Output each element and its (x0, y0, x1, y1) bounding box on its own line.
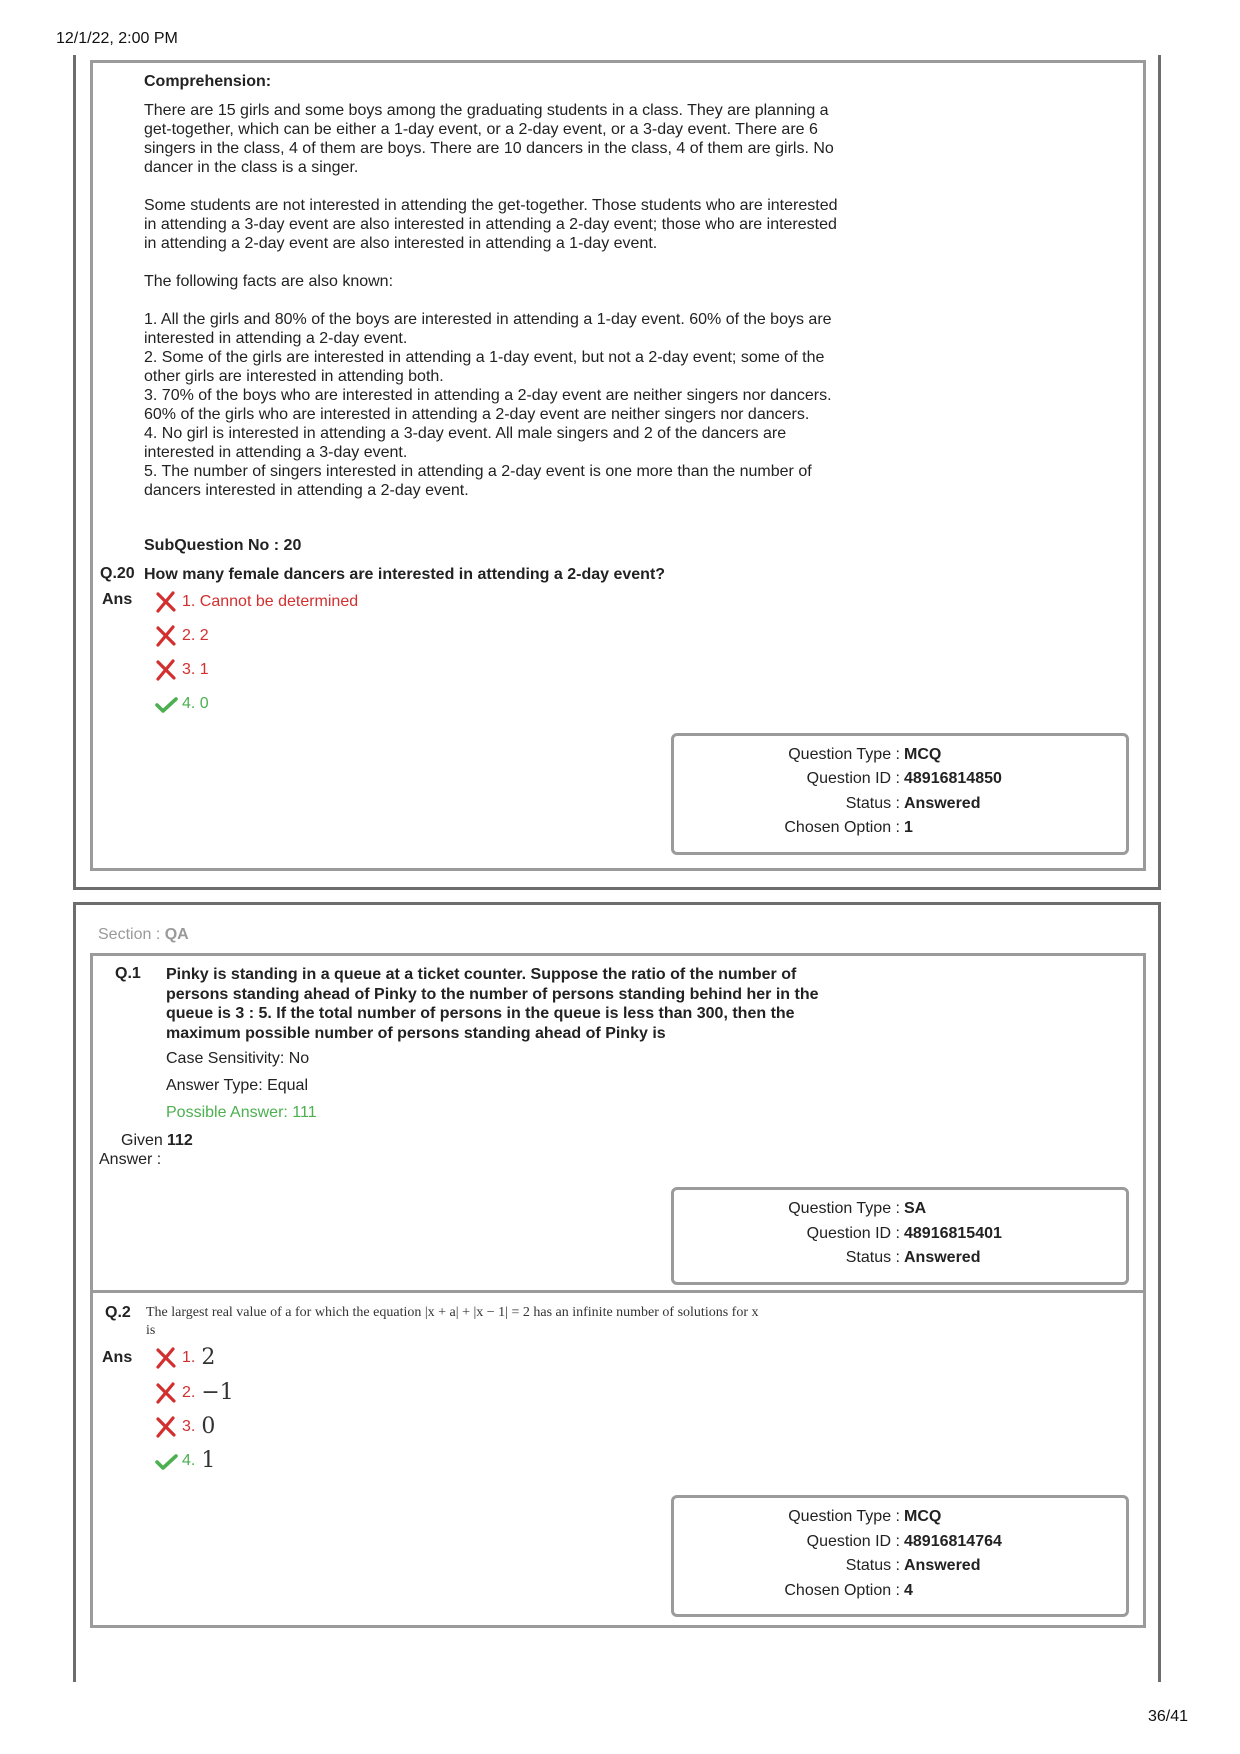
chosen-option-value: 4 (904, 1582, 913, 1599)
status-label: Status : (845, 1249, 900, 1266)
question-type-value: SA (904, 1200, 927, 1217)
question-number: Q.2 (105, 1304, 131, 1321)
answer-type: Answer Type: Equal (166, 1077, 309, 1094)
print-datetime: 12/1/22, 2:00 PM (56, 30, 178, 47)
given-answer-value: 112 (167, 1132, 193, 1149)
option-2 (154, 624, 209, 648)
question-type-label: Question Type : (788, 746, 900, 763)
comprehension-outer-frame-right (1158, 55, 1161, 890)
status-value: Answered (904, 795, 981, 812)
subquestion-number: SubQuestion No : 20 (144, 537, 302, 554)
question-id-value: 48916814764 (904, 1533, 1002, 1550)
comprehension-para-2: Some students are not interested in attending the get-together. Those students who are interested in attending a 3-day event are also interested in attending a 2-day event; those who are interested in attending a 2-day event are also interested in attending a 1-day event. (144, 197, 838, 252)
cross-icon (154, 1346, 178, 1370)
given-answer-label-1: Given (121, 1132, 163, 1149)
chosen-option-label: Chosen Option : (784, 1582, 900, 1599)
question-info-box (671, 1495, 1129, 1617)
cross-icon (154, 1415, 178, 1439)
question-text: How many female dancers are interested in attending a 2-day event? (144, 566, 666, 583)
option-1 (154, 590, 358, 614)
question-type-value: MCQ (904, 746, 942, 763)
question-type-value: MCQ (904, 1508, 942, 1525)
cross-icon (154, 1381, 178, 1405)
question-number: Q.1 (115, 965, 141, 982)
option-label: 3. 1 (182, 661, 209, 678)
ans-label: Ans (102, 591, 133, 608)
question-id-value: 48916814850 (904, 770, 1002, 787)
fact-item: 5. The number of singers interested in attending a 2-day event is one more than the number of dancers interested in attending a 2-day event. (144, 463, 812, 499)
option-3 (154, 658, 209, 682)
option-label: 4. 0 (182, 695, 209, 712)
possible-answer: Possible Answer: 111 (166, 1104, 317, 1121)
question-text (146, 1304, 846, 1340)
question-type-label: Question Type : (788, 1200, 900, 1217)
fact-item: 3. 70% of the boys who are interested in attending a 2-day event are neither singers nor dancers. 60% of the girls who are interested in attending a 2-day event are neither singers nor dancers. (144, 387, 832, 423)
comprehension-para-1: There are 15 girls and some boys among the graduating students in a class. They are planning a get-together, which can be either a 1-day event, or a 2-day event, or a 3-day event. There are 6 singers in the class, 4 of them are boys. There are 10 dancers in the class, 4 of them are girls. No dancer in the class is a singer. (144, 102, 834, 176)
option-value: 0 (201, 1414, 216, 1439)
option-3 (154, 1414, 215, 1439)
section-label-text: Section : (98, 926, 161, 943)
comprehension-title: Comprehension: (144, 73, 272, 90)
chosen-option-value: 1 (904, 819, 913, 836)
question-number: Q.20 (100, 565, 135, 582)
section-label (98, 926, 189, 944)
status-label: Status : (845, 1557, 900, 1574)
question-id-value: 48916815401 (904, 1225, 1002, 1242)
check-icon (154, 1449, 178, 1473)
status-label: Status : (845, 795, 900, 812)
check-icon (154, 692, 178, 716)
option-4 (154, 692, 209, 716)
section-outer-frame-right (1158, 902, 1161, 1682)
comprehension-outer-frame-bottom (73, 887, 1161, 890)
option-number: 2. (182, 1383, 196, 1401)
section-outer-frame-left (73, 902, 76, 1682)
option-number: 3. (182, 1417, 196, 1435)
status-value: Answered (904, 1557, 981, 1574)
question-type-label: Question Type : (788, 1508, 900, 1525)
section-name: QA (164, 926, 189, 943)
option-label: 2. 2 (182, 627, 209, 644)
option-value: 2 (201, 1345, 216, 1370)
option-2 (154, 1380, 234, 1405)
question-info-box (671, 1187, 1129, 1285)
question-text: Pinky is standing in a queue at a ticket counter. Suppose the ratio of the number of persons standing ahead of Pinky to the number of persons standing behind her in the queue is 3 : 5. If the total number of persons in the queue is less than 300, then the maximum possible number of persons standing ahead of Pinky is (166, 966, 819, 1042)
cross-icon (154, 658, 178, 682)
question-id-label: Question ID : (806, 1225, 900, 1242)
option-number: 4. (182, 1451, 196, 1469)
question-text-line-1: The largest real value of a for which the equation |x + a| + |x − 1| = 2 has an infinite number of solutions for x (146, 1305, 759, 1320)
comprehension-outer-frame-left (73, 55, 76, 890)
option-value: −1 (201, 1380, 234, 1405)
question-id-label: Question ID : (806, 1533, 900, 1550)
ans-label: Ans (102, 1349, 133, 1366)
cross-icon (154, 624, 178, 648)
cross-icon (154, 590, 178, 614)
case-sensitivity: Case Sensitivity: No (166, 1050, 310, 1067)
page-number: 36/41 (1147, 1708, 1188, 1725)
option-1 (154, 1345, 215, 1370)
fact-item: 4. No girl is interested in attending a 3-day event. All male singers and 2 of the dancers are interested in attending a 3-day event. (144, 425, 787, 461)
question-id-label: Question ID : (806, 770, 900, 787)
question-text-line-2: is (146, 1323, 156, 1338)
status-value: Answered (904, 1249, 981, 1266)
question-info-box (671, 733, 1129, 855)
option-label: 1. Cannot be determined (182, 593, 359, 610)
option-4 (154, 1448, 215, 1473)
given-answer-label-2: Answer : (99, 1151, 162, 1168)
fact-item: 1. All the girls and 80% of the boys are interested in attending a 1-day event. 60% of the boys are interested in attending a 2-day event. (144, 311, 832, 347)
chosen-option-label: Chosen Option : (784, 819, 900, 836)
comprehension-para-3: The following facts are also known: (144, 273, 394, 290)
comprehension-facts (144, 310, 844, 500)
fact-item: 2. Some of the girls are interested in attending a 1-day event, but not a 2-day event; some of the other girls are interested in attending both. (144, 349, 825, 385)
option-number: 1. (182, 1348, 196, 1366)
option-value: 1 (201, 1448, 216, 1473)
section-outer-frame-top (73, 902, 1161, 905)
